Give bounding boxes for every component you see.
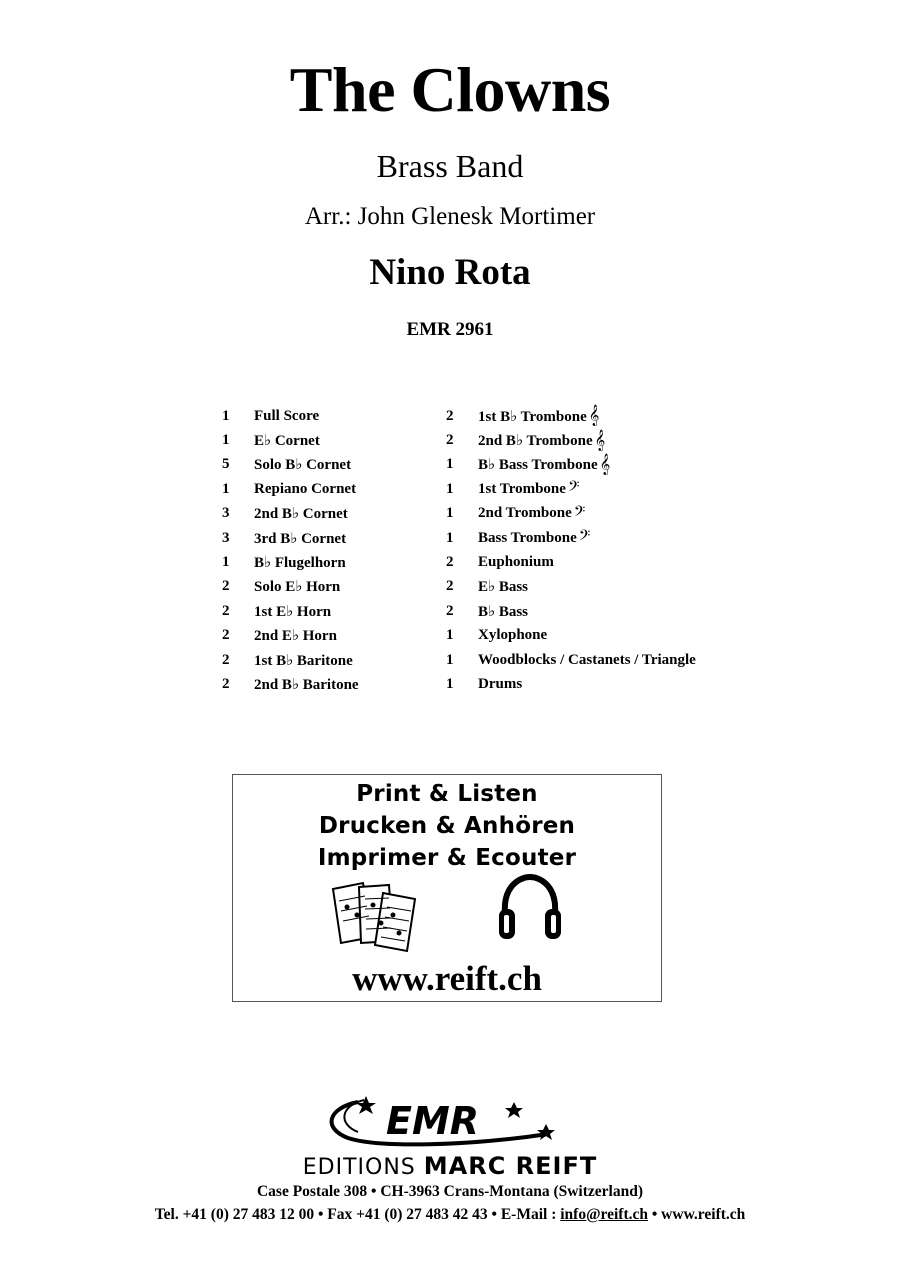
part-quantity: 1	[446, 651, 454, 668]
emr-logo	[318, 1094, 564, 1150]
part-row	[446, 550, 696, 574]
contact-phone-fax: Tel. +41 (0) 27 483 12 00 • Fax +41 (0) 27 483 42 43 • E-Mail :	[154, 1206, 561, 1223]
part-name: Euphonium	[478, 554, 554, 571]
sheet-music-icon	[329, 879, 425, 953]
part-quantity: 1	[446, 675, 454, 692]
part-quantity: 1	[446, 480, 454, 497]
part-row	[222, 477, 359, 501]
part-name: Woodblocks / Castanets / Triangle	[478, 651, 696, 668]
part-quantity: 3	[222, 505, 230, 522]
part-row	[222, 575, 359, 599]
part-row	[222, 648, 359, 672]
bass-clef-icon: 𝄢	[573, 502, 586, 524]
part-row	[446, 624, 696, 648]
part-row	[446, 428, 696, 452]
part-name: 2nd B♭ Cornet	[254, 506, 348, 523]
part-name: 2nd Trombone	[478, 505, 572, 522]
part-row	[222, 502, 359, 526]
part-name: 1st B♭ Trombone	[478, 408, 587, 425]
parts-list-right-column	[446, 404, 696, 697]
part-quantity: 1	[446, 505, 454, 522]
part-name: Full Score	[254, 407, 320, 424]
arranger-credit: Arr.: John Glenesk Mortimer	[304, 203, 596, 230]
part-quantity: 2	[446, 578, 454, 595]
part-name: 2nd B♭ Baritone	[254, 676, 359, 693]
part-quantity: 1	[446, 456, 454, 473]
publisher-name	[0, 1152, 900, 1182]
publisher-word-editions: EDITIONS	[302, 1155, 424, 1180]
part-name: 3rd B♭ Cornet	[254, 530, 347, 547]
part-quantity: 1	[222, 432, 230, 449]
part-row	[222, 672, 359, 696]
bass-clef-icon: 𝄢	[578, 527, 591, 549]
catalog-number: EMR 2961	[406, 319, 494, 340]
part-quantity: 1	[222, 554, 230, 571]
part-row	[446, 404, 696, 428]
part-row	[446, 453, 696, 477]
part-name: 2nd B♭ Trombone	[478, 433, 593, 450]
page-title: The Clowns	[289, 54, 611, 125]
part-row	[446, 672, 696, 696]
part-row	[446, 599, 696, 623]
publisher-word-reift: REIFT	[515, 1152, 598, 1180]
part-name: Xylophone	[478, 627, 548, 644]
part-name: 1st E♭ Horn	[254, 603, 332, 620]
treble-clef-icon: 𝄞	[599, 453, 611, 475]
part-quantity: 2	[446, 602, 454, 619]
part-row	[222, 526, 359, 550]
parts-list-left-column	[222, 404, 359, 697]
ensemble-subtitle: Brass Band	[376, 148, 524, 184]
part-quantity: 2	[222, 675, 230, 692]
part-quantity: 1	[446, 627, 454, 644]
part-row	[222, 428, 359, 452]
part-quantity: 2	[222, 627, 230, 644]
part-row	[446, 502, 696, 526]
part-name: Solo E♭ Horn	[254, 579, 341, 596]
part-quantity: 2	[222, 578, 230, 595]
part-quantity: 2	[446, 407, 454, 424]
bass-clef-icon: 𝄢	[567, 478, 580, 500]
part-quantity: 2	[446, 554, 454, 571]
contact-email-link[interactable]: info@reift.ch	[560, 1206, 648, 1223]
part-name: E♭ Cornet	[254, 433, 320, 450]
part-row	[446, 575, 696, 599]
part-name: B♭ Bass Trombone	[478, 457, 598, 474]
part-row	[222, 599, 359, 623]
part-row	[222, 550, 359, 574]
part-name: E♭ Bass	[478, 579, 529, 596]
part-row	[222, 624, 359, 648]
part-row	[446, 477, 696, 501]
part-name: Repiano Cornet	[254, 480, 357, 497]
promo-line-english: Print & Listen	[356, 781, 538, 807]
composer-name: Nino Rota	[369, 252, 531, 293]
part-row	[446, 526, 696, 550]
logo-text: EMR	[386, 1099, 480, 1143]
part-name: 1st Trombone	[478, 480, 566, 497]
part-quantity: 2	[446, 432, 454, 449]
print-listen-box	[232, 774, 662, 1002]
treble-clef-icon: 𝄞	[588, 405, 600, 427]
part-quantity: 2	[222, 651, 230, 668]
part-quantity: 1	[222, 407, 230, 424]
part-row	[222, 404, 359, 428]
part-quantity: 1	[446, 529, 454, 546]
part-row	[222, 453, 359, 477]
part-quantity: 1	[222, 480, 230, 497]
part-quantity: 3	[222, 529, 230, 546]
publisher-word-marc: MARC	[423, 1152, 516, 1180]
publisher-address: Case Postale 308 • CH-3963 Crans-Montana (Switzerland)	[256, 1183, 643, 1200]
headphones-icon	[497, 873, 563, 943]
promo-line-french: Imprimer & Ecouter	[317, 845, 577, 871]
publisher-contact	[0, 1205, 900, 1225]
part-quantity: 2	[222, 602, 230, 619]
part-name: B♭ Bass	[478, 603, 529, 620]
part-name: B♭ Flugelhorn	[254, 555, 346, 572]
promo-website-url: www.reift.ch	[352, 959, 542, 998]
promo-line-german: Drucken & Anhören	[318, 813, 576, 839]
part-name: Solo B♭ Cornet	[254, 457, 352, 474]
part-name: 2nd E♭ Horn	[254, 628, 337, 645]
part-name: 1st B♭ Baritone	[254, 652, 353, 669]
part-row	[446, 648, 696, 672]
contact-website: • www.reift.ch	[648, 1206, 746, 1223]
treble-clef-icon: 𝄞	[594, 429, 606, 451]
part-quantity: 5	[222, 456, 230, 473]
part-name: Drums	[478, 675, 523, 692]
part-name: Bass Trombone	[478, 529, 577, 546]
